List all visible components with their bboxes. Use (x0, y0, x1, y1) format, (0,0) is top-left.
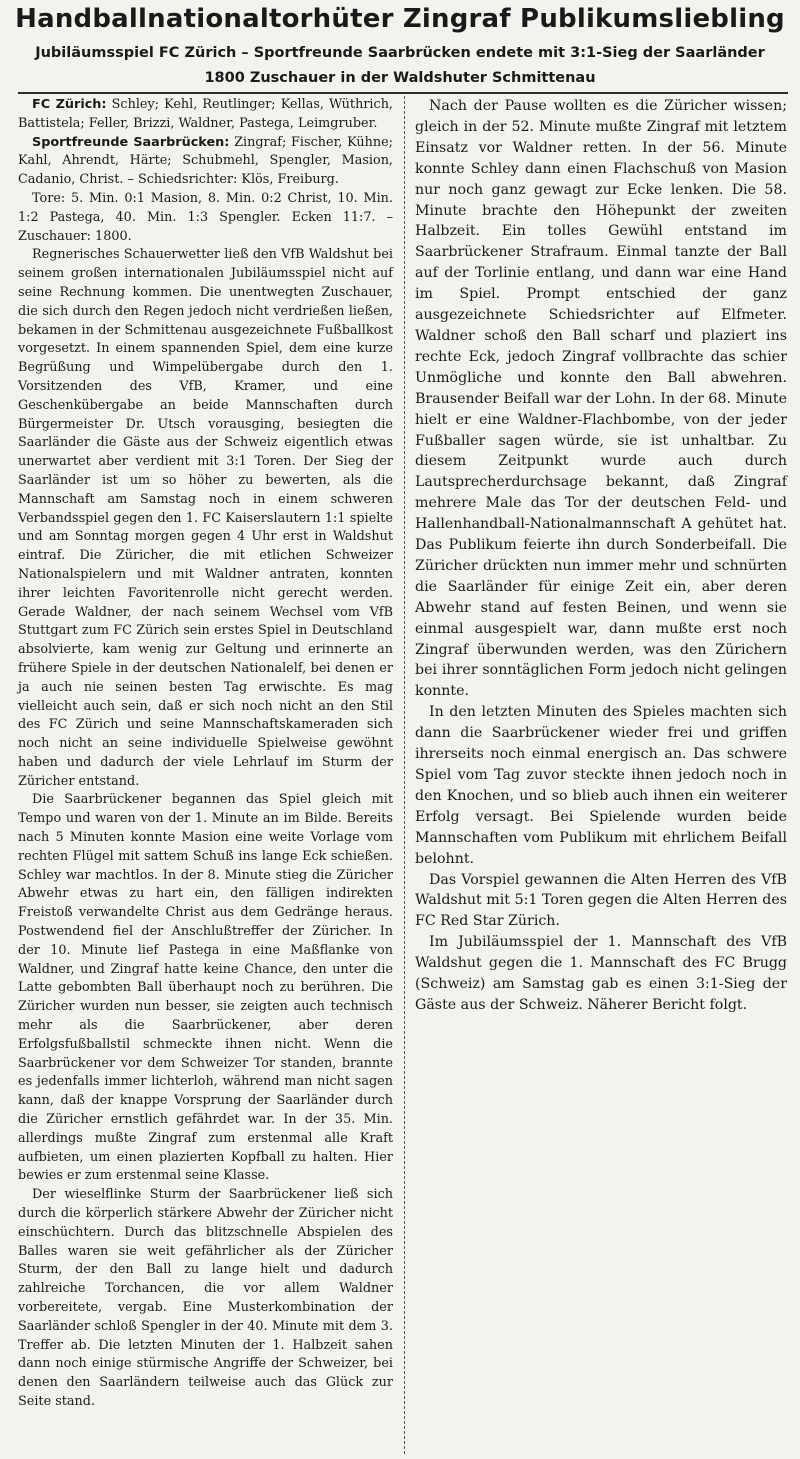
article-paragraph: Die Saarbrückener begannen das Spiel gleich mit Tempo und waren von der 1. Minute an im Bilde. Bereits nach 5 Minuten konnte Masion eine weite Vorlage vom rechten Flügel mit sattem Schuß ins lange Eck schießen. Schley war machtlos. In der 8. Minute stieg die Züricher Abwehr etwas zu hart ein, den fälligen indirekten Freistoß verwandelte Christ aus dem Gedränge heraus. Postwendend fiel der Anschlußtreffer der Züricher. In der 10. Minute lief Pastega in eine Maßflanke von Waldner, und Zingraf hatte keine Chance, den unter die Latte gebombten Ball überhaupt noch zu berühren. Die Züricher wurden nun besser, sie zeigten auch technisch mehr als die Saarbrückener, aber deren Erfolgsfußballstil schmeckte ihnen nicht. Wenn die Saarbrückener vor dem Schweizer Tor standen, brannte es jedenfalls immer lichterloh, während man nicht sagen kann, daß der knappe Vorsprung der Saarländer durch die Züricher ernstlich gefährdet war. In der 35. Min. allerdings mußte Zingraf zum erstenmal alle Kraft aufbieten, um einen plazierten Kopfball zu halten. Hier bewies er zum erstenmal seine Klasse. (18, 792, 393, 1184)
lineup-saar-players: Zingraf; Fischer, Kühne; Kahl, Ahrendt, Härte; Schubmehl, Spengler, Masion, Cadanio, Christ. – Schiedsrichter: Klös, Freiburg. (18, 134, 393, 188)
right-column (415, 96, 787, 1016)
lineup-zurich-label: FC Zürich: (32, 97, 107, 112)
left-column (18, 96, 393, 1412)
column-divider (404, 96, 406, 1454)
goals-summary: Tore: 5. Min. 0:1 Masion, 8. Min. 0:2 Christ, 10. Min. 1:2 Pastega, 40. Min. 1:3 Spengler. Ecken 11:7. – Zuschauer: 1800. (18, 190, 393, 244)
header-rule (18, 92, 788, 94)
article-paragraph: Das Vorspiel gewannen die Alten Herren des VfB Waldshut mit 5:1 Toren gegen die Alten Herren des FC Red Star Zürich. (415, 871, 787, 930)
article-paragraph: In den letzten Minuten des Spieles machten sich dann die Saarbrückener wieder frei und griffen ihrerseits noch einmal energisch an. Das schwere Spiel vom Tag zuvor steckte ihnen jedoch noch in den Knochen, und so blieb auch ihnen ein weiterer Erfolg versagt. Bei Spielende wurden beide Mannschaften vom Publikum mit ehrlichem Beifall belohnt. (415, 704, 787, 867)
lineup-zurich-players: Schley; Kehl, Reutlinger; Kellas, Wüthrich, Battistela; Feller, Brizzi, Waldner, Pastega, Leimgruber. (18, 97, 393, 131)
article-paragraph: Der wieselflinke Sturm der Saarbrückener ließ sich durch die körperlich stärkere Abwehr der Züricher nicht einschüchtern. Durch das blitzschnelle Abspielen des Balles waren sie weit gefährlicher als der Züricher Sturm, der den Ball zu lange hielt und dadurch zahlreiche Torchancen, die vor allem Waldner vorbereitete, vergab. Eine Musterkombination der Saarländer schloß Spengler in der 40. Minute mit dem 3. Treffer ab. Die letzten Minuten der 1. Halbzeit sahen dann noch einige stürmische Angriffe der Schweizer, bei denen den Saarländern teilweise auch das Glück zur Seite stand. (18, 1187, 393, 1409)
article-paragraph: Im Jubiläumsspiel der 1. Mannschaft des VfB Waldshut gegen die 1. Mannschaft des FC Brugg (Schweiz) am Samstag gab es einen 3:1-Sieg der Gäste aus der Schweiz. Näherer Bericht folgt. (415, 934, 787, 1013)
article-paragraph: Regnerisches Schauerwetter ließ den VfB Waldshut bei seinem großen internationalen Jubiläumsspiel nicht auf seine Rechnung kommen. Die unentwegten Zuschauer, die sich durch den Regen jedoch nicht verdrießen ließen, bekamen in der Schmittenau ausgezeichnete Fußballkost vorgesetzt. In einem spannenden Spiel, dem eine kurze Begrüßung und Wimpelübergabe durch den 1. Vorsitzenden des VfB, Kramer, und eine Geschenkübergabe an beide Mannschaften durch Bürgermeister Dr. Utsch vorausging, besiegten die Saarländer die Gäste aus der Schweiz eigentlich etwas unerwartet aber verdient mit 3:1 Toren. Der Sieg der Saarländer ist um so höher zu bewerten, als die Mannschaft am Samstag noch in einem schweren Verbandsspiel gegen den 1. FC Kaiserslautern 1:1 spielte und am Sonntag morgen gegen 4 Uhr erst in Waldshut eintraf. Die Züricher, die mit etlichen Schweizer Nationalspielern und mit Waldner antraten, konnten ihrer leichten Favoritenrolle nicht gerecht werden. Gerade Waldner, der nach seinem Wechsel vom VfB Stuttgart zum FC Zürich sein erstes Spiel in Deutschland absolvierte, kam wenig zur Geltung und erinnerte an frühere Spiele in der deutschen Nationalelf, bei denen er ja auch nie seinen besten Tag erwischte. Es mag vielleicht auch sein, daß er sich noch nicht an den Stil des FC Zürich und seine Mannschaftskameraden sich noch nicht an seine individuelle Spielweise gewöhnt haben und dadurch der viele Lehrlauf im Sturm der Züricher entstand. (18, 247, 393, 789)
headline: Handballnationaltorhüter Zingraf Publikumsliebling (15, 4, 785, 34)
lineup-saar-label: Sportfreunde Saarbrücken: (32, 134, 230, 150)
lineup-zurich (18, 96, 393, 134)
subheadline-teams: Jubiläumsspiel FC Zürich – Sportfreunde Saarbrücken endete mit 3:1-Sieg der Saarländer (35, 45, 765, 61)
lineup-saarbruecken (18, 134, 393, 190)
subheadline-attendance: 1800 Zuschauer in der Waldshuter Schmittenau (204, 70, 596, 86)
article-paragraph: Nach der Pause wollten es die Züricher wissen; gleich in der 52. Minute mußte Zingraf mit letztem Einsatz vor Waldner retten. In der 56. Minute konnte Schley dann einen Flachschuß von Masion nur noch ganz gewagt zur Ecke lenken. Die 58. Minute brachte den Höhepunkt der zweiten Halbzeit. Ein tolles Gewühl entstand im Saarbrückener Strafraum. Einmal tanzte der Ball auf der Torlinie entlang, und dann war eine Hand im Spiel. Prompt entschied der ganz ausgezeichnete Schiedsrichter auf Elfmeter. Waldner schoß den Ball scharf und plaziert ins rechte Eck, jedoch Zingraf vollbrachte das schier Unmögliche und konnte den Ball abwehren. Brausender Beifall war der Lohn. In der 68. Minute hielt er eine Waldner-Flachbombe, von der jeder Fußballer sagen würde, sie ist unhaltbar. Zu diesem Zeitpunkt wurde auch durch Lautsprecherdurchsage bekannt, daß Zingraf mehrere Male das Tor der deutschen Feld- und Hallenhandball-Nationalmannschaft A gehütet hat. Das Publikum feierte ihn durch Sonderbeifall. Die Züricher drückten nun immer mehr und schnürten die Saarländer für einige Zeit ein, aber deren Abwehr stand auf festen Beinen, und wenn sie einmal ausgespielt war, dann mußte erst noch Zingraf überwunden werden, was den Zürichern bei ihrer sonntäglichen Form jedoch nicht gelingen konnte. (415, 98, 787, 700)
